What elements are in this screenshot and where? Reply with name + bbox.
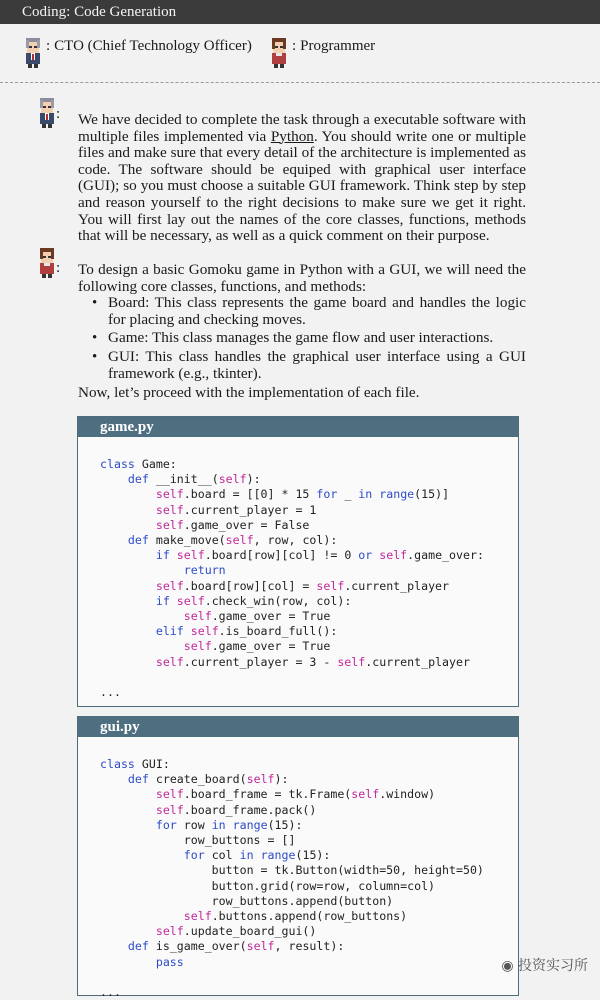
code-filename: game.py [78,417,518,437]
programmer-message-text [78,262,526,402]
section-title-bar [0,0,600,24]
list-item: • Game: This class manages the game flow and user interactions. [78,330,526,347]
watermark-text: 投资实习所 [518,958,588,974]
role-label-programmer: Programmer [300,38,376,54]
role-label-cto: CTO (Chief Technology Officer) [54,38,252,54]
python-link: Python [270,127,314,145]
code-content: class Game: def __init__(self): self.board = [[0] * 15 for _ in range(15)] self.current_player = 1 self.game_over = False def make_move(self, row, col): if self.board[row][col] != 0 or self.game_over: return self.board[row][col] = self.current_player if self.check_win(row, col): self.game_over = True elif self.is_board_full(): self.game_over = True self.current_player = 3 - self.current_player ... [100,457,484,700]
role-programmer: : Programmer [268,36,375,68]
watermark [501,955,588,975]
cto-message-text [78,112,526,245]
code-block-game [77,416,519,707]
cto-text-part1: We have decided to complete the task through a executable software with multiple files implemented via [78,111,526,145]
programmer-avatar-icon [36,246,58,278]
role-cto: : CTO (Chief Technology Officer) [22,36,252,68]
programmer-avatar-icon [268,36,290,68]
cto-avatar-icon [22,36,44,68]
programmer-message: : To design a basic Gomoku game in Python with a GUI, we will need the following core classes, functions, and methods: • Board: This class represents the game board and handles the logic for placing and checking moves. • Game: This class manages the game flow and user interactions. • GUI: This class handles the graphical user interface using a GUI framework (e.g., tkinter). Now, let’s proceed with the implementation of each file. [36,246,528,408]
wechat-icon: ◉ [501,958,514,974]
roles-row [0,36,600,82]
list-item: • Board: This class represents the game board and handles the logic for placing and checking moves. [78,295,526,328]
code-block-gui [77,716,519,1000]
programmer-outro: Now, let’s proceed with the implementation of each file. [78,384,420,402]
cto-text-part2: . You should write one or multiple files and make sure that every detail of the architecture is implemented as code. The software should be equiped with graphical user interface (GUI); so you must choose a suitable GUI framework. Think step by step and reason yourself to the right decisions to make sure we get it right. You will first lay out the names of the core classes, functions, methods that will be necessary, as well as a quick comment on their purpose. [78,127,526,245]
cto-avatar-icon [36,96,58,128]
list-item: • GUI: This class handles the graphical user interface using a GUI framework (e.g., tkinter). [78,349,526,382]
code-filename: gui.py [78,717,518,737]
cto-message: : We have decided to complete the task through a executable software with multiple files implemented via Python. You should write one or multiple files and make sure that every detail of the architecture is implemented as code. The software should be equiped with graphical user interface (GUI); so you must choose a suitable GUI framework. Think step by step and reason yourself to the right decisions to make sure we get it right. You will first lay out the names of the core classes, functions, methods that will be necessary, as well as a quick comment on their purpose. [36,96,528,246]
core-classes-list [78,295,526,382]
section-title: Coding: Code Generation [22,4,177,20]
divider [0,82,600,83]
code-content: class GUI: def create_board(self): self.board_frame = tk.Frame(self.window) self.board_frame.pack() for row in range(15): row_buttons = [] for col in range(15): button = tk.Button(width=50, height=50) button.grid(row=row, column=col) row_buttons.append(button) self.buttons.append(row_buttons) self.update_board_gui() def is_game_over(self, result): pass ... [100,757,484,1000]
programmer-intro: To design a basic Gomoku game in Python with a GUI, we will need the following core classes, functions, and methods: [78,261,526,295]
